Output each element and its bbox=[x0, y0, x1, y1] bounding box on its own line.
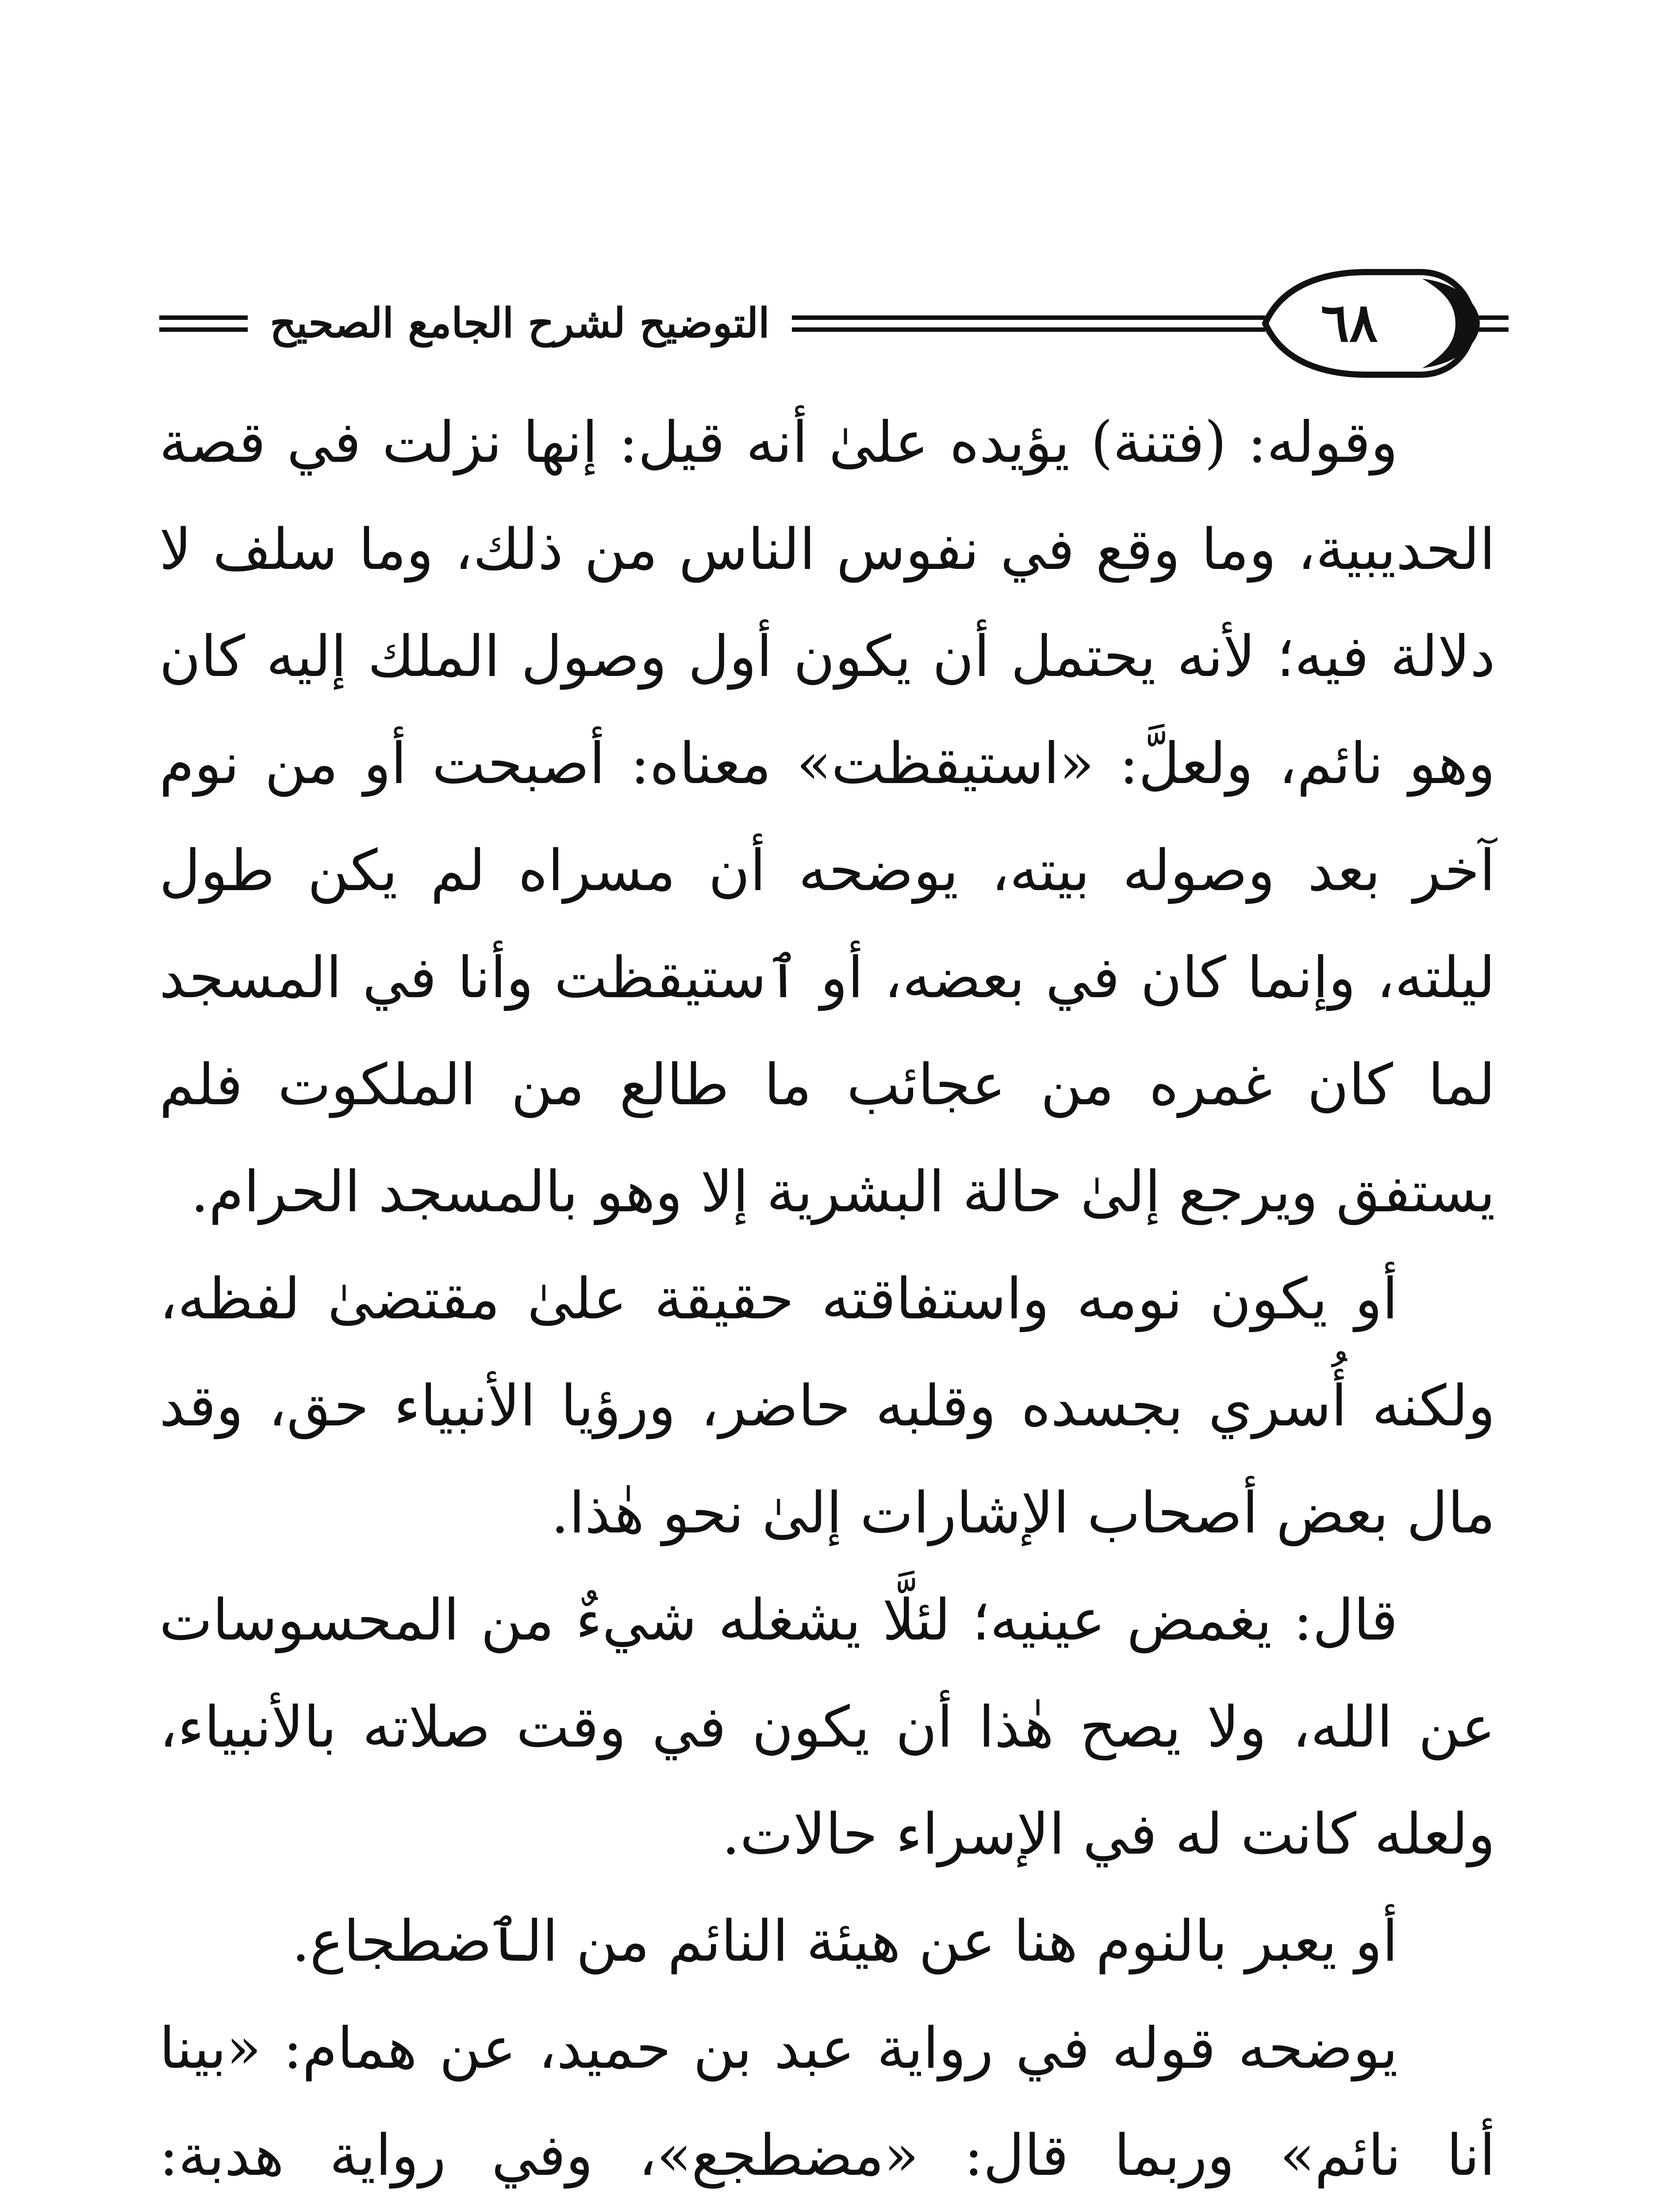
page-number: ٦٨ bbox=[1321, 292, 1378, 354]
paragraph: وقوله: (فتنة) يؤيده علىٰ أنه قيل: إنها نزلت في قصة الحديبية، وما وقع في نفوس الناس من ذلك، وما سلف لا دلالة فيه؛ لأنه يحتمل أن يكون أول وصول الملك إليه كان وهو نائم، ولعلَّ: «استيقظت» معناه: أصبحت أو من نوم آخر بعد وصوله بيته، يوضحه أن مسراه لم يكن طول ليلته، وإنما كان في بعضه، أو ٱستيقظت وأنا في المسجد لما كان غمره من عجائب ما طالع من الملكوت فلم يستفق ويرجع إلىٰ حالة البشرية إلا وهو بالمسجد الحرام. bbox=[159, 410, 1495, 1225]
running-header bbox=[0, 0, 1670, 425]
header-ornament bbox=[0, 0, 1670, 425]
paragraph: أو يكون نومه واستفاقته حقيقة علىٰ مقتضىٰ لفظه، ولكنه أُسري بجسده وقلبه حاضر، ورؤيا الأنبياء حق، وقد مال بعض أصحاب الإشارات إلىٰ نحو هٰذا. bbox=[159, 1266, 1495, 1546]
paragraph-text: يوضحه قوله في رواية عبد بن حميد، عن همام: «بينا أنا نائم» وربما قال: «مضطجع»، وفي رواية هدبة: bbox=[159, 2016, 1495, 2189]
paragraph: أو يعبر بالنوم هنا عن هيئة النائم من الٱضطجاع. bbox=[292, 1909, 1398, 1974]
running-title: التوضيح لشرح الجامع الصحيح bbox=[265, 294, 774, 352]
paragraph bbox=[159, 1995, 1495, 2212]
paragraph: قال: يغمض عينيه؛ لئلَّا يشغله شيءٌ من المحسوسات عن الله، ولا يصح هٰذا أن يكون في وقت صلاته بالأنبياء، ولعله كانت له في الإسراء حالات. bbox=[159, 1587, 1495, 1867]
body-text bbox=[159, 389, 1495, 2212]
